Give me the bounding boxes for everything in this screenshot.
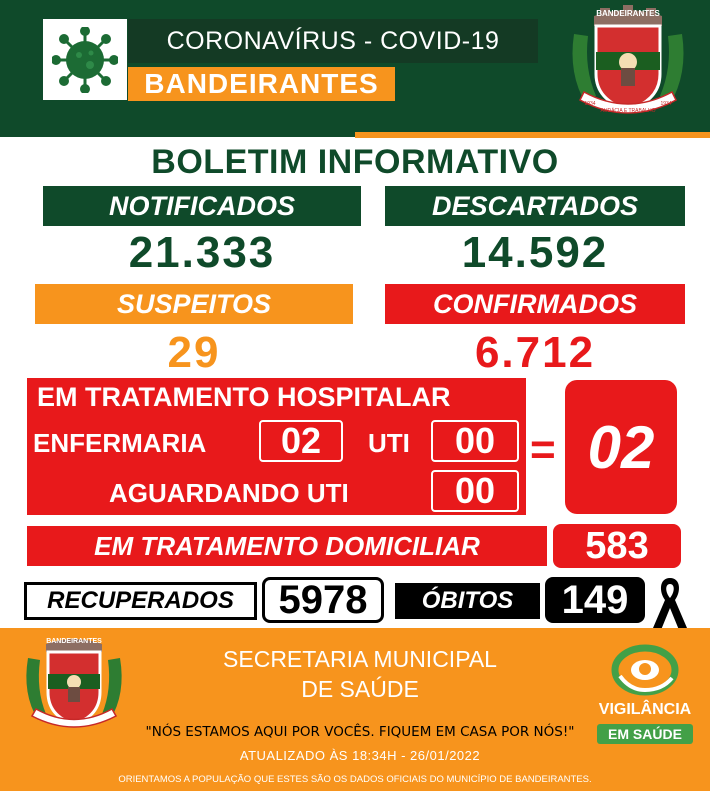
hospital-title: EM TRATAMENTO HOSPITALAR <box>37 382 451 412</box>
icu-label: UTI <box>368 428 410 458</box>
notified-value: 21.333 <box>128 228 276 277</box>
vigilancia-title: VIGILÂNCIA <box>598 701 692 718</box>
bulletin-title: BOLETIM INFORMATIVO <box>151 143 559 181</box>
coronavirus-icon <box>52 27 118 93</box>
awaiting-icu-label: AGUARDANDO UTI <box>109 478 349 508</box>
updated-timestamp: ATUALIZADO ÀS 18:34H - 26/01/2022 <box>239 748 481 763</box>
deaths-label: ÓBITOS <box>395 583 540 619</box>
suspected-value: 29 <box>167 328 221 377</box>
suspected-label: SUSPEITOS <box>35 284 353 324</box>
home-treatment-value: 583 <box>553 524 681 568</box>
header-orange-line <box>355 132 710 138</box>
secretaria-line1: SECRETARIA MUNICIPAL <box>223 646 497 672</box>
ward-value: 02 <box>259 420 343 462</box>
notified-label: NOTIFICADOS <box>43 186 361 226</box>
deaths-value: 149 <box>545 577 645 623</box>
footer-quote: "NÓS ESTAMOS AQUI POR VOCÊS. FIQUEM EM CASA POR NÓS!" <box>145 724 575 740</box>
equals-sign: = <box>530 425 556 474</box>
discarded-label: DESCARTADOS <box>385 186 685 226</box>
crest-motto: AUDÁCIA E TRABALHO <box>600 108 656 114</box>
crest-year-left: 1934 <box>584 101 596 107</box>
hospital-panel <box>27 378 526 515</box>
coronavirus-icon-box <box>43 19 127 100</box>
secretaria-line2: DE SAÚDE <box>301 676 419 702</box>
official-data-notice: ORIENTAMOS A POPULAÇÃO QUE ESTES SÃO OS DADOS OFICIAIS DO MUNICÍPIO DE BANDEIRANTES. <box>118 774 592 785</box>
confirmed-value: 6.712 <box>474 328 596 377</box>
icu-value: 00 <box>431 420 519 462</box>
vigilancia-subtitle: EM SAÚDE <box>597 724 693 744</box>
recovered-label: RECUPERADOS <box>24 582 257 620</box>
city-crest-icon <box>566 4 690 130</box>
hospital-total: 02 <box>565 380 677 514</box>
header-title: CORONAVÍRUS - COVID-19 <box>128 19 538 63</box>
ward-label: ENFERMARIA <box>33 428 207 458</box>
crest-name: BANDEIRANTES <box>596 9 660 18</box>
awaiting-icu-value: 00 <box>431 470 519 512</box>
recovered-value: 5978 <box>262 577 384 623</box>
footer-crest-name: BANDEIRANTES <box>46 638 102 645</box>
mourning-ribbon-icon <box>651 574 689 632</box>
home-treatment-label: EM TRATAMENTO DOMICILIAR <box>27 526 547 566</box>
confirmed-label: CONFIRMADOS <box>385 284 685 324</box>
discarded-value: 14.592 <box>461 228 609 277</box>
crest-year-right: 1934 <box>660 101 672 107</box>
header-city: BANDEIRANTES <box>128 67 395 101</box>
city-crest-footer-icon <box>22 632 126 744</box>
